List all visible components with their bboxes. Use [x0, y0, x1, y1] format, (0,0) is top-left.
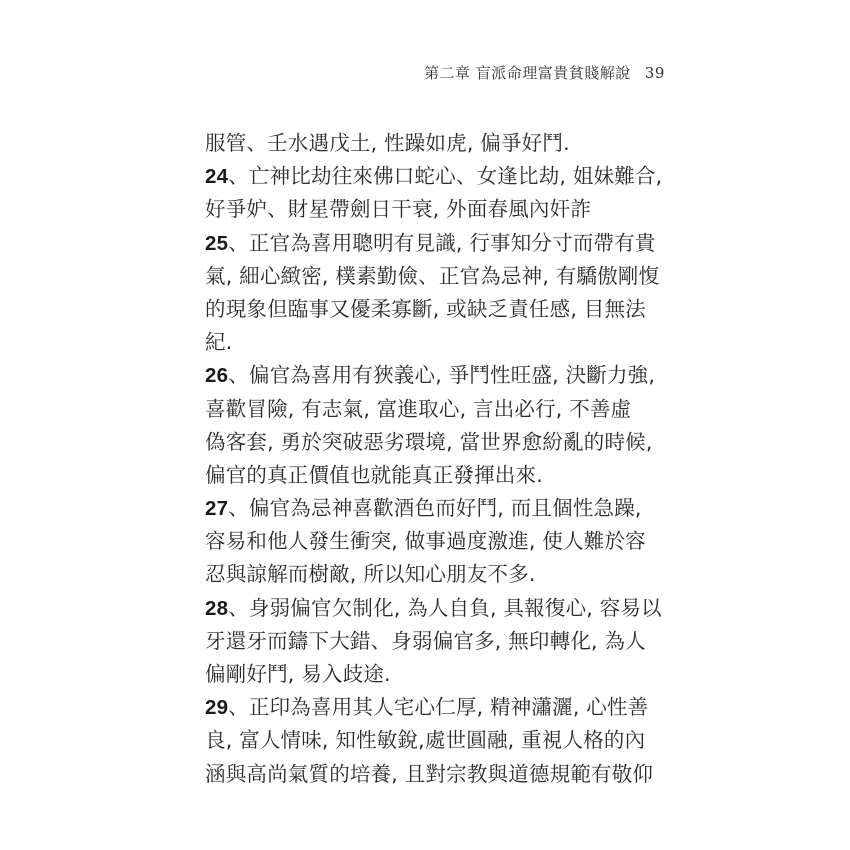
item-number: 29 — [205, 696, 229, 720]
line-text: 服管、壬水遇戊土, 性躁如虎, 偏爭好鬥. — [205, 131, 570, 155]
text-line — [205, 492, 665, 525]
text-line — [205, 724, 665, 757]
line-text: 、正官為喜用聰明有見識, 行事知分寸而帶有貴 — [228, 230, 656, 255]
line-text: 、偏官為喜用有狹義心, 爭鬥性旺盛, 決斷力強, — [228, 363, 656, 388]
line-text: 氣, 細心緻密, 樸素勤儉、正官為忌神, 有驕傲剛愎 — [205, 263, 660, 288]
text-line — [205, 459, 665, 492]
line-text: 喜歡冒險, 有志氣, 富進取心, 言出必行, 不善虛 — [205, 396, 632, 421]
running-header — [424, 62, 664, 83]
line-text: 忍與諒解而樹敵, 所以知心朋友不多. — [205, 562, 536, 587]
text-line — [205, 525, 665, 558]
text-line — [205, 260, 665, 293]
text-line — [205, 193, 665, 226]
line-text: 、正印為喜用其人宅心仁厚, 精神瀟灑, 心性善 — [228, 695, 649, 720]
item-number: 27 — [205, 497, 229, 521]
item-number: 28 — [205, 596, 229, 620]
line-text: 涵與高尚氣質的培養, 且對宗教與道德規範有敬仰 — [205, 761, 654, 786]
chapter-title: 第二章 盲派命理富貴貧賤解說 — [424, 64, 631, 82]
text-line — [205, 625, 665, 658]
line-text: 的現象但臨事又優柔寡斷, 或缺乏責任感, 目無法 — [205, 296, 646, 321]
page-body — [205, 127, 665, 791]
text-line — [205, 127, 665, 160]
text-line — [205, 227, 665, 260]
line-text: 偏剛好鬥, 易入歧途. — [205, 662, 391, 686]
line-text: 好爭妒、財星帶劍日干衰, 外面春風內奸詐 — [205, 197, 592, 222]
text-line — [205, 426, 665, 459]
text-line — [205, 558, 665, 591]
line-text: 牙還牙而鑄下大錯、身弱偏官多, 無印轉化, 為人 — [205, 628, 646, 653]
line-text: 偽客套, 勇於突破惡劣環境, 當世界愈紛亂的時候, — [205, 429, 653, 454]
text-line — [205, 658, 665, 691]
line-text: 、身弱偏官欠制化, 為人自負, 具報復心, 容易以 — [228, 595, 662, 620]
item-number: 25 — [205, 231, 229, 255]
line-text: 紀. — [205, 330, 233, 355]
text-line — [205, 160, 665, 193]
text-line — [205, 691, 665, 724]
text-line — [205, 758, 665, 791]
text-line — [205, 359, 665, 392]
text-line — [205, 592, 665, 625]
line-text: 、偏官為忌神喜歡酒色而好鬥, 而且個性急躁, — [228, 496, 642, 521]
line-text: 偏官的真正價值也就能真正發揮出來. — [205, 462, 543, 487]
item-number: 26 — [205, 364, 229, 388]
line-text: 良, 富人情味, 知性敏銳,處世圓融, 重視人格的內 — [205, 728, 646, 753]
page-number: 39 — [644, 64, 665, 82]
text-line — [205, 393, 665, 426]
line-text: 、亡神比劫往來佛口蛇心、女逢比劫, 姐妹難合, — [228, 164, 663, 189]
text-line — [205, 326, 665, 359]
line-text: 容易和他人發生衝突, 做事過度激進, 使人難於容 — [205, 529, 646, 554]
item-number: 24 — [205, 165, 229, 189]
text-line — [205, 293, 665, 326]
